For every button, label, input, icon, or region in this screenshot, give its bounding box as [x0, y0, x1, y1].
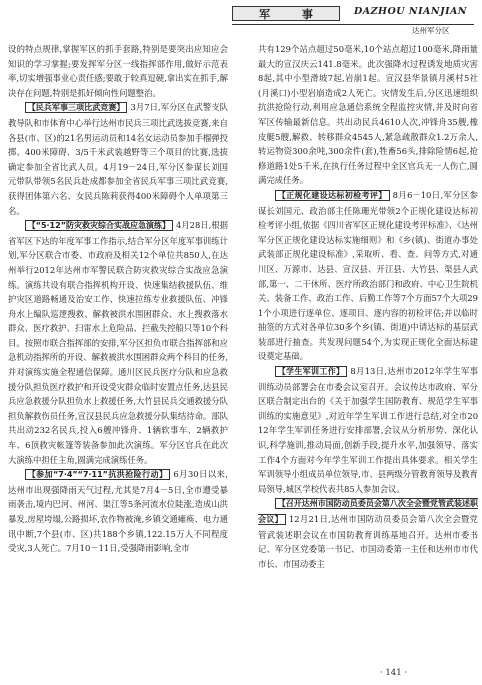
- section-paragraph: 【正规化建设达标初检考评】 8月6－10日,军分区参谋长刘国元、政治部主任陈珊光带领2个正规化建设达标初检考评小组,依据《四川省军区正规化建设考评标准》、《达州军分区正规化建设达标实施细则》和《乡(镇)、街道办事处武装部正规化建设标准》,采取听、看、查、问等方式,对通川区、万源市、达县、宣汉县、开江县、大竹县、渠县人武部,第一、二干休所、医疗所政治部门和政府、中心卫生院机关、装备工作、政治工作、后勤工作等7个方面57个大项291个小项进行逐单位、逐项目、逐内容的初检评估;并以临时抽签的方式对各单位30多个乡(镇、街道)中请达标的基层武装部进行抽查。共发现问题54个,为实现正规化全面达标建设奠定基础。: [258, 189, 479, 362]
- section-heading: 【学生军训工作】: [275, 366, 348, 377]
- section-paragraph: 【民兵军事三项比武竞赛】 3月7日,军分区在武警支队教导队和市体育中心举行达州市民兵三项比武选拔竞赛,来自各县(市、区)的21名男运动员和14名女运动员参加手榴弹投掷、400米障碍、3/5千米武装越野等三个项目的比赛,选拔确定参加全省比武人员。4月19－24日,军分区参谋长刘国元带队带领5名民兵赴成都参加全省民兵军事三项比武竞赛,获得团体第六名、女民兵陈莉获得400米障碍个人单项第三名。: [8, 102, 228, 216]
- section-heading: 【参加“7·4”“7·11”抗洪抢险行动】: [25, 469, 171, 480]
- page-number: · 141 ·: [380, 668, 408, 678]
- page-header: [0, 0, 482, 36]
- paragraph: 共有129个站点超过50毫米,10个站点超过100毫米,降雨量最大的宣汉庆云141.8毫米。此次强降水过程诱发地质灾害8起,其中小型滑坡7起,岩崩1起。宣汉县华景镇月溪村5社(月溪口)小型岩崩造成2人死亡。灾情发生后,分区迅速组织抗洪抢险行动,利用应急通信系统全程监控灾情,并及时向省军区传输最新信息。共出动民兵4610人次,冲锋舟35艘,橡皮艇5艘,解救、转移群众4545人,紧急疏散群众1.2万余人,转运物资300余吨,300余件(套),牲畜56头,排除险情6起,抢修道路1处5千米,在执行任务过程中全区官兵无一人伤亡,圆满完成任务。: [258, 44, 478, 186]
- section-paragraph: 【“5·12”防灾救灾综合实战应急演练】 4月28日,根据省军区下达的年度军事工作指示,结合军分区年度军事训练计划,军分区联合市委、市政府及相关12个单位共850人,在达州举行2012年达州市军警民联合防灾救灾综合实战应急演练。演练共设有联合指挥机构开设、快速集结救援队伍、维护灾区道路畅通及治安工作、快速拉练专业救援队伍、冲锋舟水上编队巡逻搜救、解救被洪水围困群众、水上搜救落水群众、医疗救护、扫雷水上危险品、拦截失控船只等10个科目。按照市联合指挥部的安排,军分区担负市联合指挥部和应急机动指挥所的开设、解救被洪水围困群众两个科目的任务,并对演练实施全程通信保障。通川区民兵医疗分队和应急救援分队担负医疗救护和开设受灾群众临时安置点任务,达县民兵应急救援分队担负水上救援任务,大竹县民兵交通救援分队担负解救伤员任务,宣汉县民兵应急救援分队集结待命。部队共出动232名民兵,投入6艘冲锋舟、1辆软事车、2辆救护车、6顶救灾帐篷等装备参加此次演练。军分区官兵在此次大演练中担任主角,圆满完成演练任务。: [8, 220, 228, 465]
- paragraph: 设的特点规律,掌握军区的抓手套路,特别是要突出应知应会知识的学习掌握;要发挥军分区一线指挥部作用,做好示范表率,切实增强事业心责任感;要敢于较真逗硬,拿出实在抓手,解决存在问题,特别是抓好倾向性问题整治。: [8, 44, 228, 98]
- section-heading: 【民兵军事三项比武竞赛】: [25, 102, 128, 113]
- section-title-box: [232, 6, 340, 21]
- section-paragraph: 【召开达州市国防动员委员会第八次全会暨党管武装述职会议】 12月21日,达州市国防动员委员会第八次全会暨党管武装述职会议在市国防教育训练基地召开。达州市委书记、军分区党委第一书记、市国动委第一主任和达州市市代市长、市国动委主: [258, 499, 479, 569]
- left-column: [8, 42, 228, 556]
- section-heading: 【正规化建设达标初检考评】: [275, 190, 390, 201]
- section-subtitle: 达州军分区: [412, 26, 450, 35]
- section-heading: 【“5·12”防灾救灾综合实战应急演练】: [25, 220, 173, 231]
- section-heading: 【召开达州市国防动员委员会第八次全会暨党管武装述职会议】: [258, 499, 478, 524]
- right-column: [258, 42, 478, 571]
- yearbook-title: DAZHOU NIANJIAN: [354, 6, 468, 17]
- section-paragraph: 【参加“7·4”“7·11”抗洪抢险行动】 6月30日以来,达州市出现强降雨天气过程,尤其是7月4－5日,全市遭受暴雨袭击,境内巴河、州河、渠江等5条河流水位陡涨,造成山洪暴发,房屋垮塌,公路损坏,农作物被淹,乡镇交通瘫痪、电力通讯中断,7个县(市、区)共188个乡镇,122.15万人不同程度受灾,3人死亡。7月10－11日,受强降雨影响,全市: [8, 469, 228, 554]
- section-title: 军 事: [259, 7, 327, 21]
- section-paragraph: 【学生军训工作】 8月13日,达州市2012年学生军事训练动员部署会在市委会议室召开。会议传达市政府、军分区联合制定出台的《关于加强学生国防教育、规范学生军事训练的实施意见》,对近年学生军训工作进行总结,对全市2012年学生军训任务进行安排部署,会议从分析形势、深化认识,科学施训,推动局面,创新手段,提升水平,加强领导、落实工作4个方面对今年学生军训工作提出具体要求。相关学生军训领导小组成员单位领导,市、县两级分管教育领导及教育局领导,城区学校代表共85人参加会议。: [258, 366, 479, 494]
